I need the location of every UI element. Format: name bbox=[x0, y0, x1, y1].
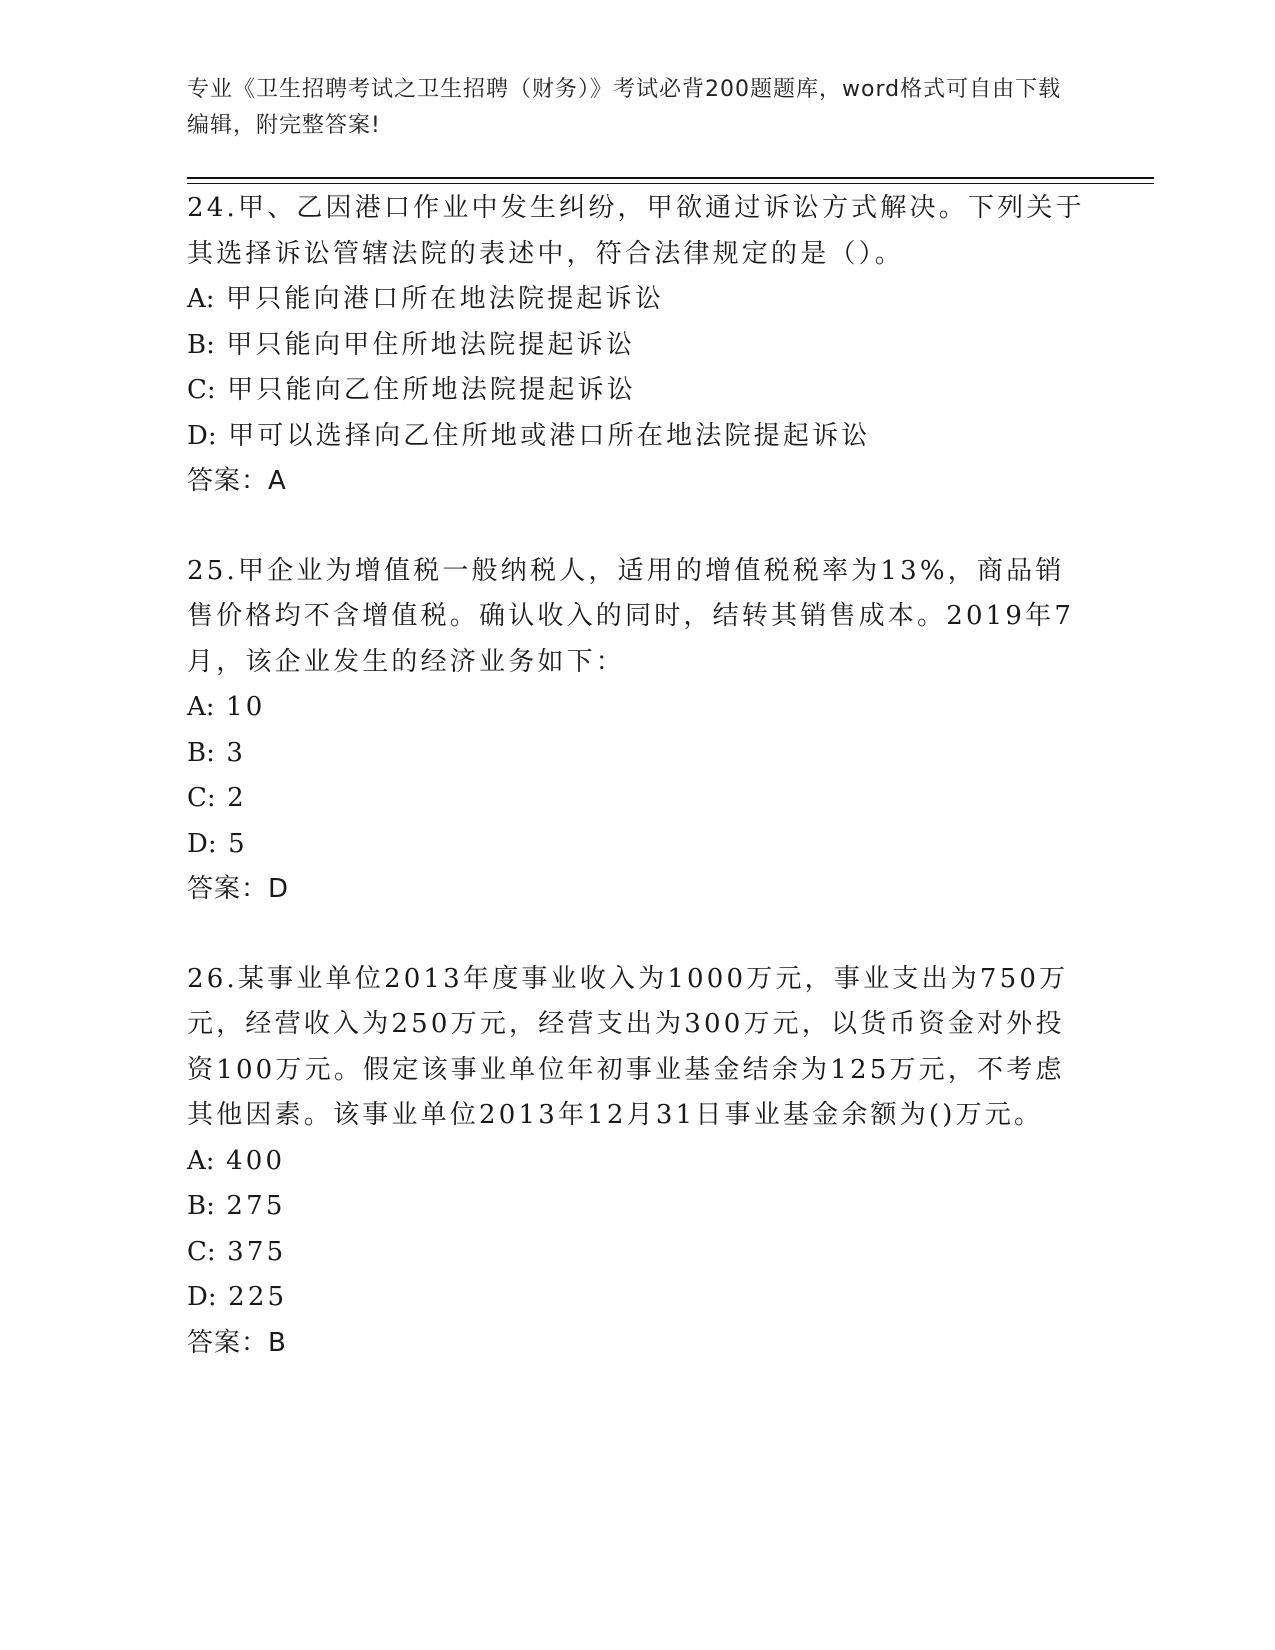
option-text: 5 bbox=[228, 828, 248, 859]
option-c bbox=[187, 368, 1087, 414]
option-text: 3 bbox=[226, 737, 247, 768]
option-a bbox=[187, 1139, 1087, 1185]
option-c bbox=[187, 1230, 1087, 1276]
option-text: 甲只能向港口所在地法院提起诉讼 bbox=[226, 284, 665, 314]
header-divider-thin bbox=[187, 183, 1154, 184]
option-text: 甲只能向甲住所地法院提起诉讼 bbox=[226, 329, 636, 360]
option-letter: A: bbox=[187, 692, 215, 722]
option-letter: A: bbox=[187, 284, 215, 314]
option-d bbox=[187, 1275, 1087, 1321]
option-text: 275 bbox=[226, 1191, 286, 1221]
option-d bbox=[187, 822, 1087, 868]
option-letter: C: bbox=[187, 783, 216, 813]
option-text: 甲只能向乙住所地法院提起诉讼 bbox=[227, 375, 636, 405]
option-c bbox=[187, 776, 1087, 822]
header-divider-thick bbox=[187, 177, 1154, 179]
question-list bbox=[187, 186, 1087, 1410]
document-header: 专业《卫生招聘考试之卫生招聘（财务）》考试必背200题题库，word格式可自由下载编辑，附完整答案! bbox=[187, 77, 1062, 138]
option-text: 400 bbox=[226, 1145, 286, 1176]
option-letter: A: bbox=[187, 1145, 215, 1176]
option-letter: B: bbox=[187, 1191, 215, 1221]
question-stem: 26.某事业单位2013年度事业收入为1000万元，事业支出为750万元，经营收入为250万元，经营支出为300万元，以货币资金对外投资100万元。假定该事业单位年初事业基金结余为125万元，不考虑其他因素。该事业单位2013年12月31日事业基金余额为()万元。 bbox=[187, 963, 1069, 1130]
option-letter: D: bbox=[187, 828, 217, 859]
question-stem: 25.甲企业为增值税一般纳税人，适用的增值税税率为13%，商品销售价格均不含增值税。确认收入的同时，结转其销售成本。2019年7月，该企业发生的经济业务如下： bbox=[187, 555, 1075, 677]
option-a bbox=[187, 685, 1087, 731]
answer-line: 答案：A bbox=[187, 466, 287, 496]
question-stem: 24.甲、乙因港口作业中发生纠纷，甲欲通过诉讼方式解决。下列关于其选择诉讼管辖法院的表述中，符合法律规定的是（）。 bbox=[187, 193, 1085, 269]
option-a bbox=[187, 277, 1087, 323]
answer-line: 答案：B bbox=[187, 1327, 287, 1358]
option-b bbox=[187, 1184, 1087, 1230]
option-text: 225 bbox=[228, 1282, 288, 1312]
option-b bbox=[187, 323, 1087, 369]
option-letter: C: bbox=[187, 375, 216, 405]
option-b bbox=[187, 731, 1087, 777]
question-item bbox=[187, 186, 1087, 505]
option-letter: D: bbox=[187, 1282, 217, 1312]
question-item bbox=[187, 957, 1087, 1367]
question-item bbox=[187, 549, 1087, 913]
option-text: 2 bbox=[227, 783, 247, 813]
option-text: 甲可以选择向乙住所地或港口所在地法院提起诉讼 bbox=[228, 420, 871, 451]
option-letter: C: bbox=[187, 1236, 216, 1267]
option-text: 10 bbox=[226, 692, 266, 722]
option-letter: B: bbox=[187, 737, 215, 768]
option-letter: B: bbox=[187, 329, 215, 360]
option-text: 375 bbox=[227, 1236, 287, 1267]
option-d bbox=[187, 414, 1087, 460]
answer-line: 答案：D bbox=[187, 874, 290, 904]
option-letter: D: bbox=[187, 420, 217, 451]
